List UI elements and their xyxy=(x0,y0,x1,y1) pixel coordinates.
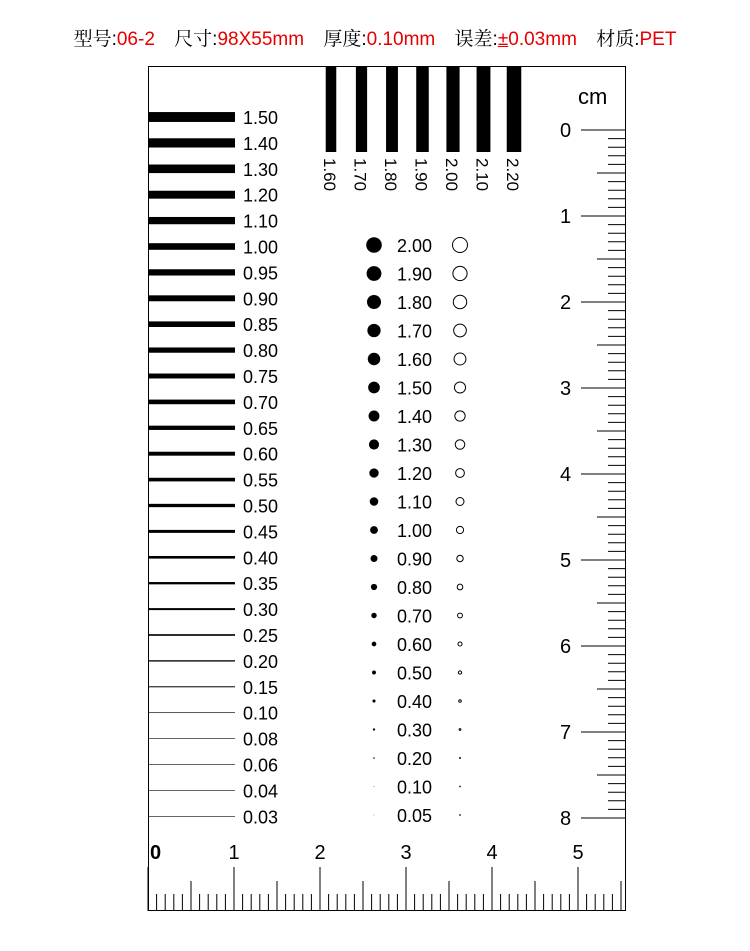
gauge-line-mark xyxy=(148,816,235,817)
dot-size-label: 0.10 xyxy=(397,777,433,798)
dot-size-label: 1.80 xyxy=(397,293,433,313)
dot-size-gauge xyxy=(366,236,467,826)
gauge-line-label: 0.75 xyxy=(243,367,279,387)
gauge-line-label: 1.00 xyxy=(243,237,279,258)
ruler-cm-label: 0 xyxy=(150,842,162,864)
spec-label: 型号: xyxy=(73,29,117,50)
gauge-line-mark xyxy=(148,217,235,224)
gauge-line-label: 0.55 xyxy=(243,470,279,491)
gauge-line-label: 0.40 xyxy=(243,548,279,569)
gauge-line-mark xyxy=(148,400,235,405)
solid-dot-mark xyxy=(370,497,379,506)
solid-dot-mark xyxy=(372,671,376,675)
gauge-line-label: 0.85 xyxy=(243,315,279,336)
spec-value: 0.10mm xyxy=(366,29,436,50)
dot-size-label: 0.40 xyxy=(397,692,433,712)
gauge-line-label: 0.35 xyxy=(243,574,279,595)
gauge-bar-mark xyxy=(416,66,429,152)
spec-label: 尺寸: xyxy=(174,29,218,50)
gauge-bar-label: 1.90 xyxy=(411,158,431,192)
solid-dot-mark xyxy=(369,411,380,422)
hollow-dot-mark xyxy=(458,642,462,646)
ruler-cm-label: 4 xyxy=(560,464,572,486)
solid-dot-mark xyxy=(367,324,380,337)
gauge-line-mark xyxy=(148,686,235,687)
ruler-cm-label: 7 xyxy=(560,722,572,744)
hollow-dot-mark xyxy=(454,382,465,393)
solid-dot-mark xyxy=(372,642,377,647)
gauge-bar-mark xyxy=(356,66,367,152)
spec-value: PET xyxy=(639,29,677,50)
gauge-line-label: 0.20 xyxy=(243,651,279,672)
gauge-line-mark xyxy=(148,764,235,765)
gauge-line-mark xyxy=(148,504,235,507)
dot-size-label: 2.00 xyxy=(397,236,433,256)
hollow-dot-mark xyxy=(454,353,466,365)
gauge-bar-mark xyxy=(446,66,459,152)
horizontal-cm-ruler xyxy=(148,842,621,911)
solid-dot-mark xyxy=(366,237,382,253)
solid-dot-mark xyxy=(371,613,376,618)
ruler-cm-label: 1 xyxy=(228,842,240,864)
hollow-dot-mark xyxy=(453,238,468,253)
gauge-line-mark xyxy=(148,295,235,301)
gauge-line-label: 0.65 xyxy=(243,418,279,439)
solid-dot-mark xyxy=(369,439,379,449)
dot-size-label: 1.40 xyxy=(397,407,433,427)
ruler-cm-label: 2 xyxy=(560,292,572,314)
solid-dot-mark xyxy=(367,266,382,281)
dot-size-label: 0.20 xyxy=(397,749,433,769)
ruler-cm-label: 6 xyxy=(560,636,572,658)
gauge-line-label: 0.70 xyxy=(243,392,279,413)
hollow-dot-mark xyxy=(459,700,462,703)
gauge-line-mark xyxy=(148,138,235,147)
dot-size-label: 0.50 xyxy=(397,663,433,684)
hollow-dot-mark xyxy=(453,266,467,280)
solid-dot-mark xyxy=(373,728,375,730)
hollow-dot-mark xyxy=(454,324,467,337)
solid-dot-mark xyxy=(367,295,381,309)
gauge-bar-mark xyxy=(326,66,337,152)
dot-size-label: 1.50 xyxy=(397,378,433,399)
spec-label: 材质: xyxy=(596,29,640,50)
gauge-bar-label: 1.70 xyxy=(350,158,370,192)
line-thickness-gauge xyxy=(148,108,278,827)
solid-dot-mark xyxy=(368,353,380,365)
gauge-line-label: 0.15 xyxy=(243,677,279,698)
solid-dot-mark xyxy=(372,699,375,702)
gauge-bar-label: 2.10 xyxy=(472,158,492,192)
solid-dot-mark xyxy=(374,786,375,787)
hollow-dot-mark xyxy=(456,498,464,506)
ruler-unit-label: cm xyxy=(578,84,608,109)
solid-dot-mark xyxy=(374,815,375,816)
dot-size-label: 1.70 xyxy=(397,321,433,342)
gauge-line-label: 0.30 xyxy=(243,600,279,621)
ruler-cm-label: 1 xyxy=(560,206,572,228)
solid-dot-mark xyxy=(373,757,375,759)
hollow-dot-mark xyxy=(455,411,465,421)
ruler-cm-label: 3 xyxy=(560,378,572,400)
gauge-bar-mark xyxy=(477,66,491,152)
gauge-line-mark xyxy=(148,191,235,199)
hollow-dot-mark xyxy=(458,613,463,618)
gauge-line-mark xyxy=(148,426,235,430)
hollow-dot-mark xyxy=(460,815,461,816)
hollow-dot-mark xyxy=(460,758,461,759)
gauge-line-label: 0.08 xyxy=(243,729,279,750)
dot-size-label: 0.05 xyxy=(397,806,433,826)
gauge-line-mark xyxy=(148,112,235,122)
gauge-line-label: 1.10 xyxy=(243,211,279,232)
gauge-line-mark xyxy=(148,660,235,661)
solid-dot-mark xyxy=(371,584,377,590)
gauge-bar-label: 1.80 xyxy=(381,158,400,192)
gauge-line-label: 1.50 xyxy=(243,108,279,128)
gauge-line-mark xyxy=(148,321,235,327)
ruler-cm-label: 0 xyxy=(560,120,572,142)
gauge-line-label: 0.04 xyxy=(243,781,279,802)
gauge-bar-label: 2.00 xyxy=(442,158,461,192)
gauge-line-mark xyxy=(148,582,235,584)
dot-size-label: 1.30 xyxy=(397,435,433,456)
solid-dot-mark xyxy=(370,555,377,562)
ruler-cm-label: 8 xyxy=(560,808,572,830)
ruler-cm-label: 3 xyxy=(400,842,412,864)
hollow-dot-mark xyxy=(459,729,461,731)
gauge-line-mark xyxy=(148,374,235,379)
dot-size-label: 1.20 xyxy=(397,464,433,484)
gauge-line-mark xyxy=(148,530,235,533)
gauge-bar-mark xyxy=(507,66,522,152)
gauge-line-label: 0.10 xyxy=(243,703,279,724)
ruler-cm-label: 4 xyxy=(486,842,498,864)
gauge-line-mark xyxy=(148,608,235,610)
dot-size-label: 1.60 xyxy=(397,350,433,370)
solid-dot-mark xyxy=(368,382,380,394)
gauge-line-mark xyxy=(148,165,235,174)
gauge-line-label: 0.06 xyxy=(243,755,279,776)
gauge-line-label: 0.03 xyxy=(243,807,279,828)
gauge-line-label: 0.80 xyxy=(243,341,279,362)
gauge-line-label: 1.20 xyxy=(243,185,279,206)
gauge-line-mark xyxy=(148,347,235,352)
hollow-dot-mark xyxy=(456,526,463,533)
dot-size-label: 0.80 xyxy=(397,578,433,598)
solid-dot-mark xyxy=(369,468,378,477)
gauge-line-mark xyxy=(148,269,235,275)
spec-label: 误差: xyxy=(454,29,498,50)
gauge-line-label: 0.60 xyxy=(243,444,279,465)
hollow-dot-mark xyxy=(453,295,466,308)
dot-size-label: 0.90 xyxy=(397,549,433,570)
gauge-line-label: 0.50 xyxy=(243,496,279,517)
gauge-line-mark xyxy=(148,712,235,713)
dot-size-label: 0.60 xyxy=(397,635,433,655)
gauge-line-label: 0.25 xyxy=(243,626,279,646)
gauge-line-mark xyxy=(148,790,235,791)
dot-size-label: 0.70 xyxy=(397,606,433,627)
ruler-cm-label: 5 xyxy=(560,550,572,572)
gauge-line-label: 0.90 xyxy=(243,289,279,310)
gauge-bar-mark xyxy=(386,66,398,152)
ruler-cm-label: 2 xyxy=(314,842,326,864)
dot-size-label: 1.00 xyxy=(397,521,433,541)
bar-width-gauge xyxy=(320,66,522,191)
hollow-dot-mark xyxy=(456,469,465,478)
gauge-line-label: 1.40 xyxy=(243,133,279,154)
ruler-cm-label: 5 xyxy=(572,842,584,864)
gauge-line-mark xyxy=(148,452,235,456)
hollow-dot-mark xyxy=(460,786,461,787)
gauge-line-mark xyxy=(148,738,235,739)
gauge-line-mark xyxy=(148,243,235,250)
spec-label: 厚度: xyxy=(323,29,367,50)
spec-value: 98X55mm xyxy=(217,29,305,50)
dot-size-label: 0.30 xyxy=(397,720,433,741)
gauge-line-label: 0.95 xyxy=(243,263,279,284)
gauge-line-mark xyxy=(148,556,235,559)
solid-dot-mark xyxy=(370,526,378,534)
hollow-dot-mark xyxy=(458,671,461,674)
gauge-line-label: 1.30 xyxy=(243,159,279,180)
hollow-dot-mark xyxy=(455,440,465,450)
gauge-bar-label: 1.60 xyxy=(320,158,339,192)
plus-minus-sign: ± xyxy=(497,29,509,50)
gauge-line-mark xyxy=(148,478,235,482)
dot-size-label: 1.90 xyxy=(397,264,433,285)
gauge-line-mark xyxy=(148,634,235,636)
spec-value: 0.03mm xyxy=(508,29,577,50)
dot-size-label: 1.10 xyxy=(397,492,433,513)
vertical-cm-ruler xyxy=(560,84,625,830)
gauge-bar-label: 2.20 xyxy=(503,158,522,192)
gauge-line-label: 0.45 xyxy=(243,522,279,543)
hollow-dot-mark xyxy=(457,555,463,561)
hollow-dot-mark xyxy=(457,584,463,590)
spec-value: 06-2 xyxy=(116,29,155,50)
